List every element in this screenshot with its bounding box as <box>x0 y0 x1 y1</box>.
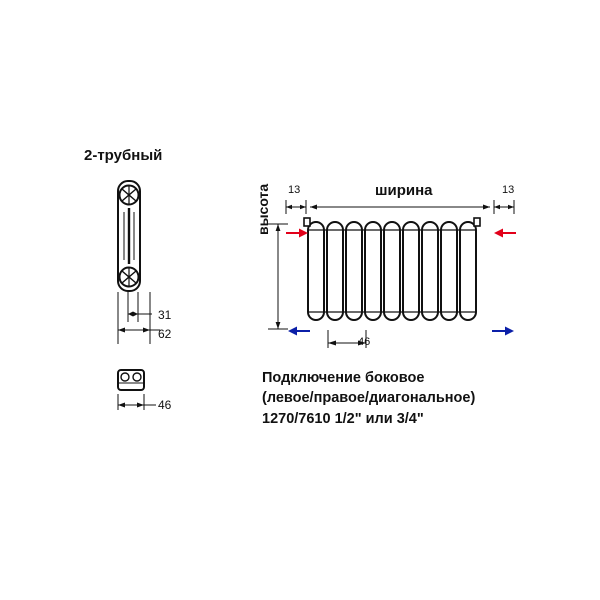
right-dim-46: 46 <box>358 336 371 348</box>
left-radiator-front-view <box>108 178 160 294</box>
left-dim-62: 62 <box>158 327 172 341</box>
left-dim-31: 31 <box>158 308 172 322</box>
caption-line-2: (левое/правое/диагональное) <box>262 390 476 406</box>
left-dimension-46 <box>104 392 194 418</box>
outlet-arrow-right <box>492 324 516 338</box>
inlet-arrow-left <box>286 226 310 240</box>
right-edge-right-13: 13 <box>502 184 515 196</box>
right-height-label: высота <box>255 183 271 235</box>
right-radiator-front-view <box>300 212 500 332</box>
left-drawing-title: 2-трубный <box>84 147 163 164</box>
right-edge-left-13: 13 <box>288 184 301 196</box>
left-dim-46: 46 <box>158 398 172 412</box>
caption-line-1: Подключение боковое <box>262 370 425 386</box>
caption-line-3: 1270/7610 1/2" или 3/4" <box>262 411 424 427</box>
right-width-label: ширина <box>375 182 433 199</box>
inlet-arrow-right <box>492 226 516 240</box>
outlet-arrow-left <box>286 324 310 338</box>
left-dimension-lines <box>96 292 192 354</box>
